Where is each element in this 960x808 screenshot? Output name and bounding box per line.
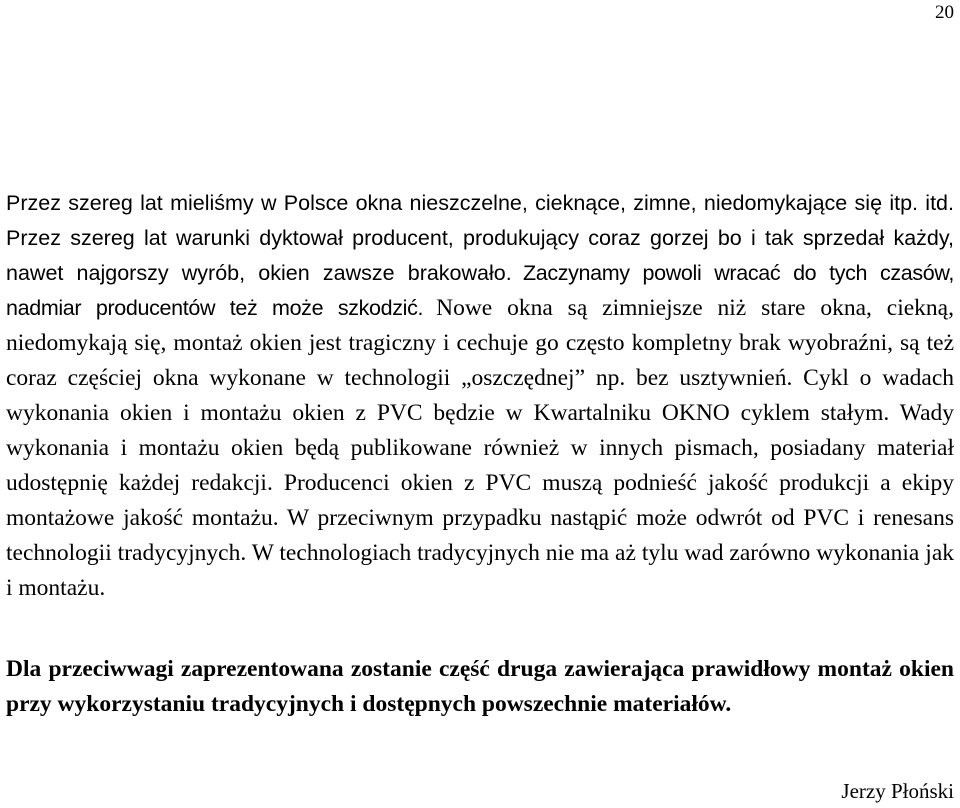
body-text-segment-2: Zaczynamy powoli wracać do tych czasów, nadmiar producentów też może szkodzić. [6, 261, 955, 320]
body-paragraph [6, 187, 954, 607]
body-text-segment-1: Przez szereg lat mieliśmy w Polsce okna nieszczelne, cieknące, zimne, niedomykające się itp. itd. Przez szereg lat warunki dyktował producent, produkujący coraz gorzej bo i tak sprzedał każdy, nawet najgorszy wyrób, okien zawsze brakowało. [6, 191, 954, 285]
author-signature: Jerzy Płoński [841, 779, 954, 803]
bold-paragraph: Dla przeciwwagi zaprezentowana zostanie część druga zawierająca prawidłowy montaż okien przy wykorzystaniu tradycyjnych i dostępnych powszechnie materiałów. [6, 656, 954, 717]
body-text-segment-3: Nowe okna są zimniejsze niż stare okna, ciekną, niedomykają się, montaż okien jest tragiczny i cechuje go często kompletny brak wyobraźni, są też coraz częściej okna wykonane w technologii „oszczędnej” np. bez usztywnień. Cykl o wadach wykonania okien i montażu okien z PVC będzie w Kwartalniku OKNO cyklem stałym. Wady wykonania i montażu okien będą publikowane również w innych pismach, posiadany materiał udostępnię każdej redakcji. Producenci okien z PVC muszą podnieść jakość produkcji a ekipy montażowe jakość montażu. W przeciwnym przypadku nastąpić może odwrót od PVC i renesans technologii tradycyjnych. W technologiach tradycyjnych nie ma aż tylu wad zarówno wykonania jak i montażu. [6, 295, 954, 601]
page-number: 20 [935, 2, 954, 23]
